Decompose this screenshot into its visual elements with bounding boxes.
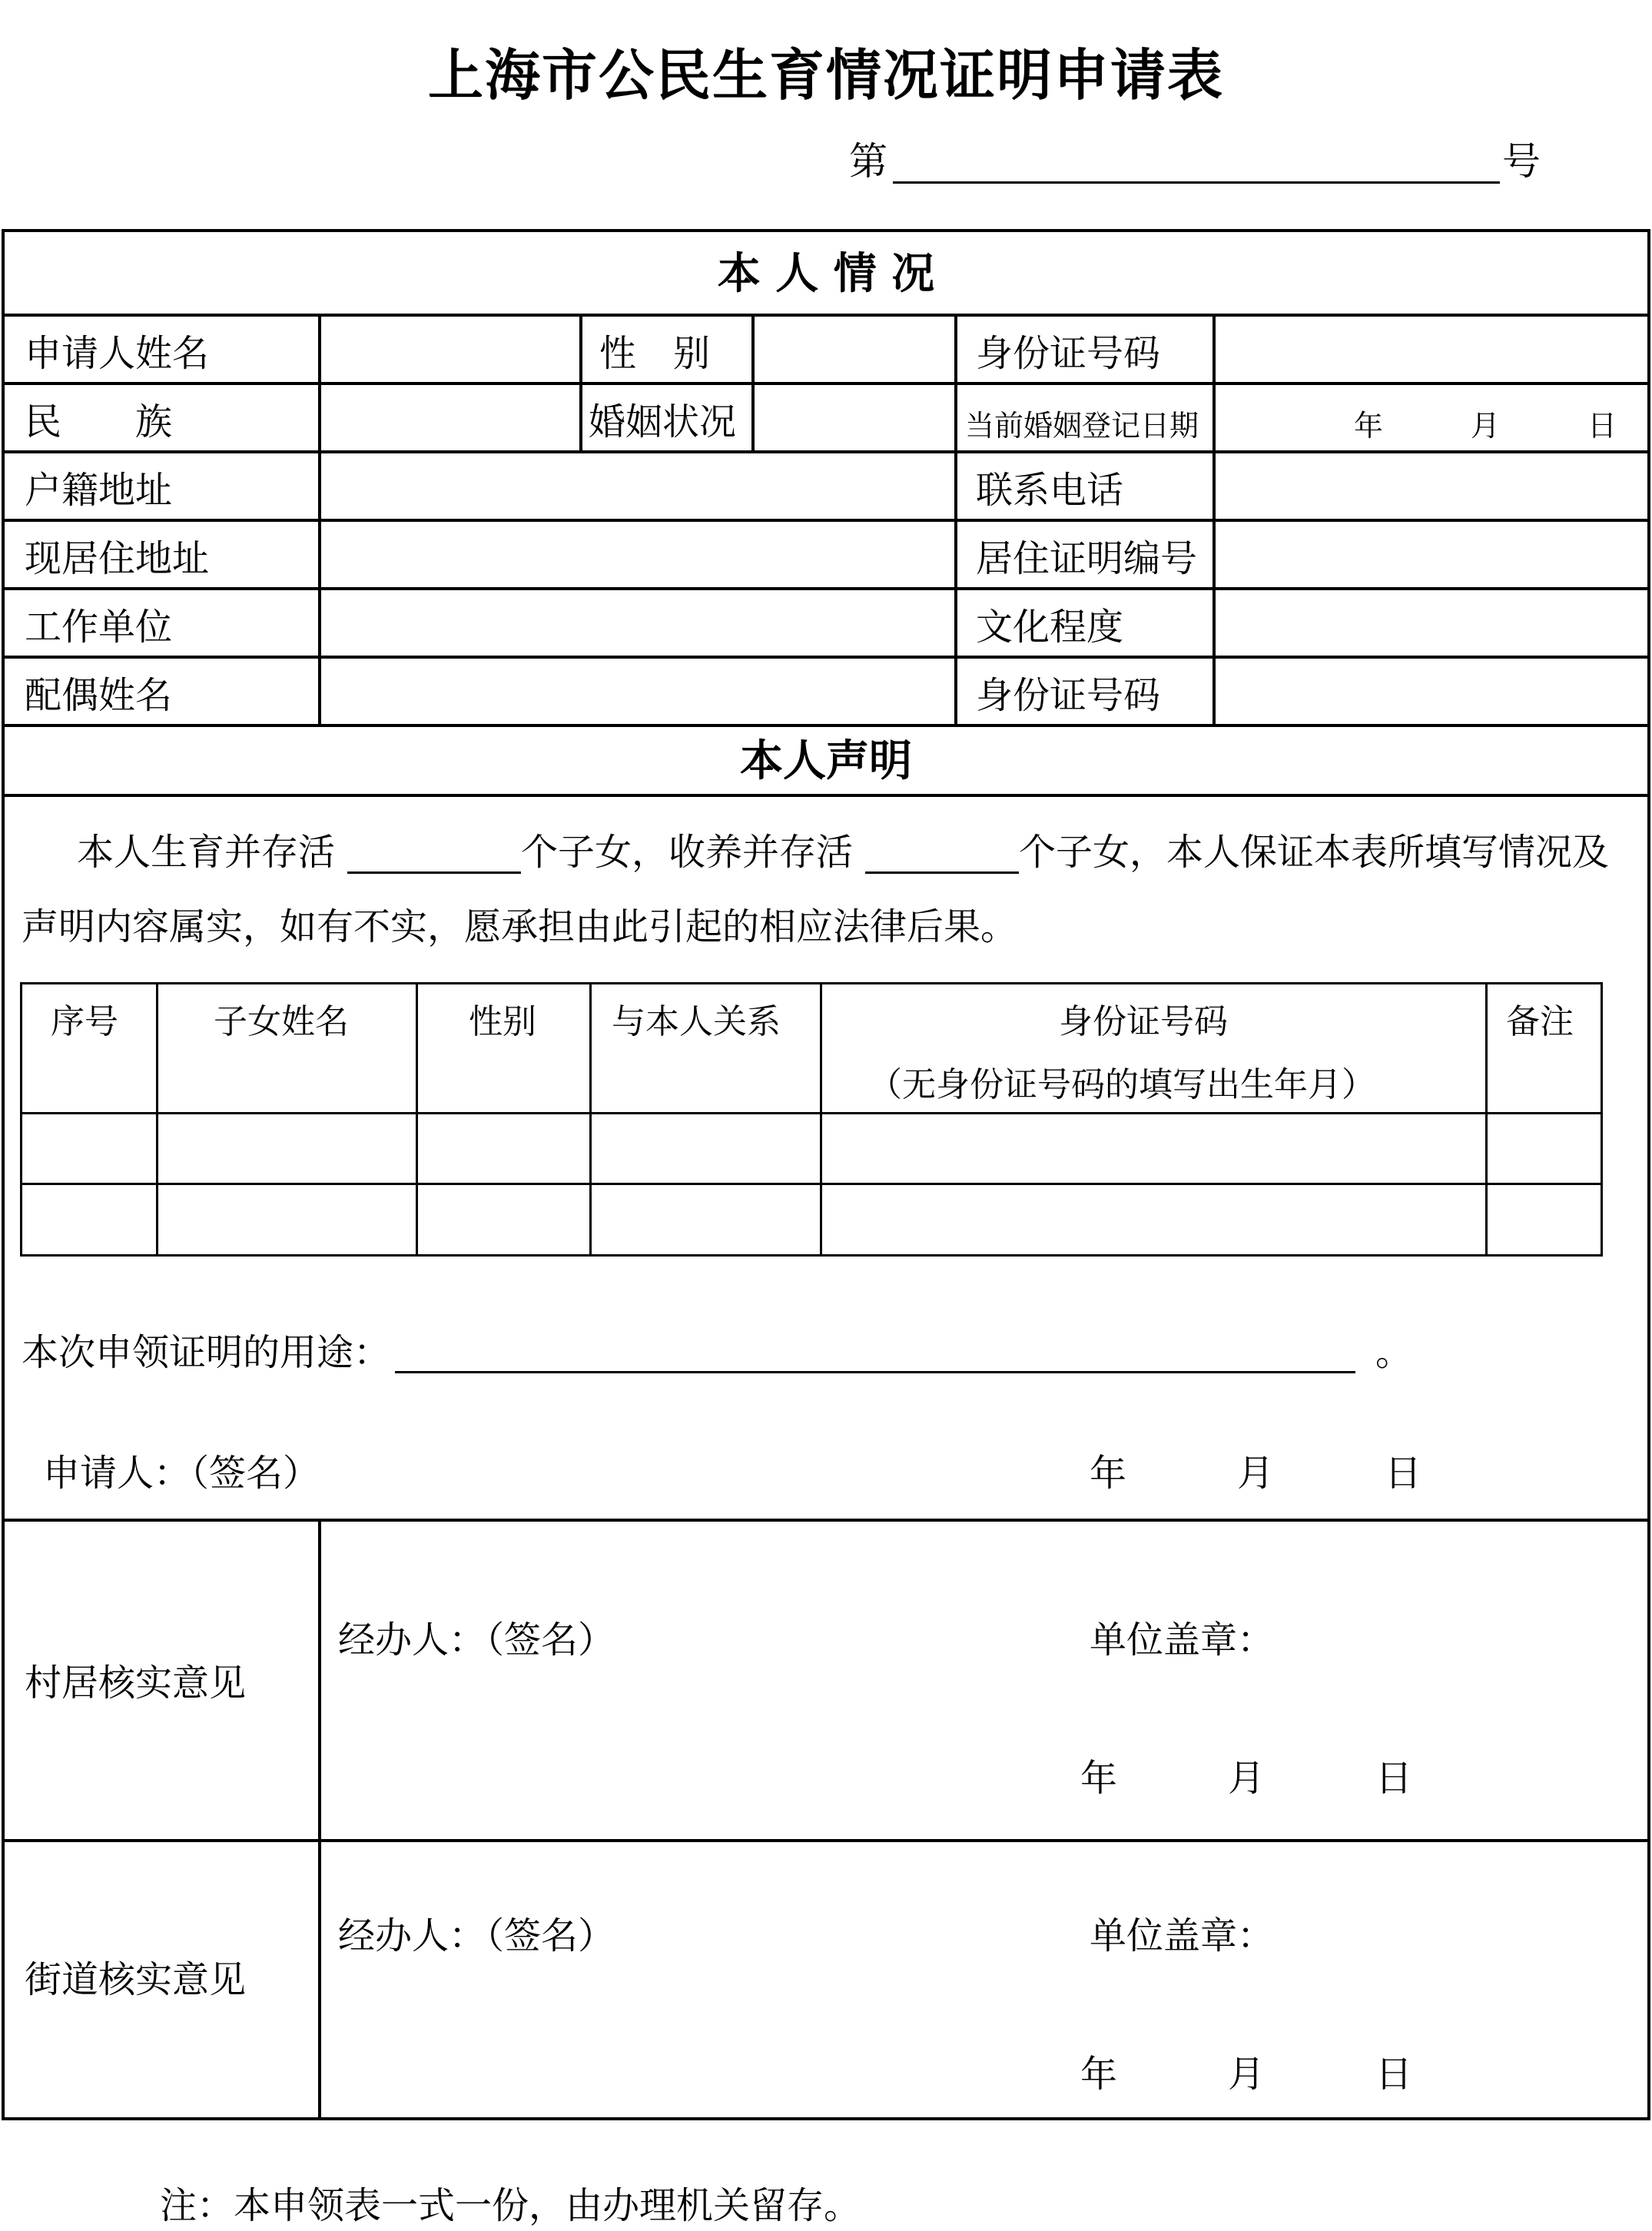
spouse-id-label: 身份证号码 (976, 674, 1161, 717)
frame-bottom (2, 2117, 1650, 2120)
section-personal-header: 本 人 情 况 (717, 248, 935, 299)
current-address-field[interactable] (321, 522, 954, 587)
spouse-id-field[interactable] (1216, 659, 1647, 724)
col-header-id-number: 身份证号码 (1059, 1002, 1228, 1041)
applicant-name-label: 申请人姓名 (25, 332, 210, 375)
divider (20, 1254, 1603, 1257)
serial-number-field[interactable] (893, 181, 1500, 184)
frame-top (2, 229, 1650, 232)
id-number-label: 身份证号码 (976, 332, 1161, 375)
frame-left (2, 229, 5, 2120)
applicant-sign-date[interactable]: 年 月 日 (1090, 1452, 1422, 1495)
divider (20, 982, 1603, 984)
declaration-line2: 声明内容属实，如有不实，愿承担由此引起的相应法律后果。 (22, 905, 1018, 948)
household-address-label: 户籍地址 (25, 469, 173, 512)
village-verification-label: 村居核实意见 (25, 1662, 247, 1705)
street-date[interactable]: 年 月 日 (1080, 2053, 1413, 2096)
household-address-field[interactable] (321, 453, 954, 519)
col-header-relation: 与本人关系 (612, 1002, 781, 1041)
marital-status-field[interactable] (755, 385, 954, 450)
declaration-part2: 个子女，收养并存活 (521, 831, 854, 874)
gender-field[interactable] (755, 317, 954, 382)
current-address-label: 现居住地址 (25, 537, 210, 580)
gender-label: 性 别 (599, 332, 711, 375)
declaration-part3: 个子女，本人保证本表所填写情况及 (1019, 831, 1610, 874)
child-row-1[interactable] (22, 1114, 1601, 1183)
col-header-id-note: （无身份证号码的填写出生年月） (868, 1065, 1375, 1104)
purpose-end-mark: 。 (1375, 1331, 1413, 1374)
footer-note: 注：本申领表一式一份，由办理机关留存。 (160, 2184, 861, 2227)
id-number-field[interactable] (1216, 317, 1647, 382)
village-date[interactable]: 年 月 日 (1080, 1757, 1413, 1800)
frame-right (1647, 229, 1650, 2120)
employer-label: 工作单位 (25, 606, 173, 649)
divider (2, 794, 1650, 797)
divider (579, 314, 582, 450)
street-verification-label: 街道核实意见 (25, 1958, 247, 2001)
applicant-signature-label: 申请人：（签名） (43, 1452, 320, 1495)
marriage-date-label: 当前婚姻登记日期 (965, 409, 1199, 443)
children-born-count-field[interactable] (347, 833, 521, 874)
child-row-2[interactable] (22, 1185, 1601, 1254)
street-unit-seal: 单位盖章： (1090, 1914, 1275, 1957)
col-header-child-name: 子女姓名 (214, 1002, 349, 1041)
phone-field[interactable] (1216, 453, 1647, 519)
col-header-index: 序号 (51, 1002, 118, 1041)
education-field[interactable] (1216, 590, 1647, 656)
village-opinion-field[interactable] (321, 1522, 1647, 1837)
serial-suffix: 号 (1502, 139, 1541, 184)
spouse-name-label: 配偶姓名 (25, 674, 173, 717)
purpose-field[interactable] (395, 1331, 1355, 1373)
village-unit-seal: 单位盖章： (1090, 1618, 1275, 1662)
ethnicity-field[interactable] (321, 385, 579, 450)
applicant-name-field[interactable] (321, 317, 579, 382)
purpose-label: 本次申领证明的用途： (22, 1331, 391, 1374)
ethnicity-label: 民 族 (25, 400, 173, 443)
divider (2, 724, 1650, 727)
col-header-gender: 性别 (469, 1002, 536, 1041)
divider (1601, 982, 1603, 1257)
declaration-part1: 本人生育并存活 (77, 831, 336, 874)
serial-prefix: 第 (849, 139, 887, 184)
section-declaration-header: 本人声明 (740, 735, 912, 786)
street-opinion-field[interactable] (321, 1842, 1647, 2117)
village-handler-signature: 经办人：（签名） (338, 1618, 615, 1662)
employer-field[interactable] (321, 590, 954, 656)
col-header-remarks: 备注 (1506, 1002, 1574, 1041)
education-label: 文化程度 (976, 606, 1124, 649)
divider (954, 314, 957, 724)
residence-permit-label: 居住证明编号 (976, 537, 1198, 580)
spouse-name-field[interactable] (321, 659, 954, 724)
phone-label: 联系电话 (976, 469, 1124, 512)
residence-permit-field[interactable] (1216, 522, 1647, 587)
children-adopted-count-field[interactable] (865, 833, 1019, 874)
street-handler-signature: 经办人：（签名） (338, 1914, 615, 1957)
marriage-date-field[interactable]: 年 月 日 (1354, 409, 1617, 443)
form-title: 上海市公民生育情况证明申请表 (427, 42, 1224, 108)
marital-status-label: 婚姻状况 (589, 400, 737, 443)
